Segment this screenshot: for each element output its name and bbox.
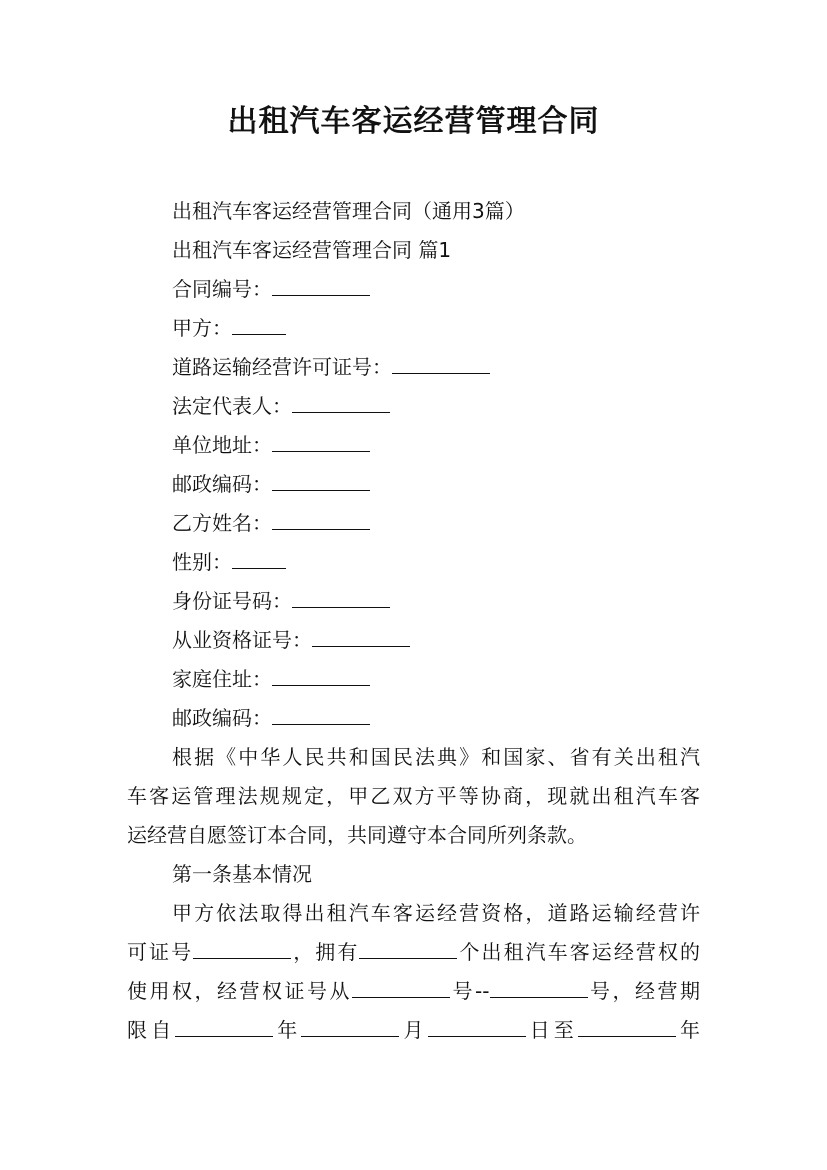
field-label: 邮政编码： [172, 472, 272, 496]
fill-blank [272, 433, 370, 452]
fill-blank [272, 511, 370, 530]
field-label: 性别： [172, 550, 232, 574]
field-qualification-number [172, 626, 410, 654]
fill-blank [272, 706, 370, 725]
field-label: 乙方姓名： [172, 511, 272, 535]
document-title: 出租汽车客运经营管理合同 [227, 104, 600, 139]
text-segment: 可证号 [127, 940, 194, 964]
text-segment: 年 [675, 1018, 701, 1042]
field-id-number [172, 587, 390, 615]
fill-blank [312, 628, 410, 647]
fill-blank [352, 979, 450, 998]
article-paragraph-line [127, 977, 700, 1005]
field-label: 法定代表人： [172, 394, 292, 418]
fill-blank [272, 472, 370, 491]
field-label: 甲方： [172, 316, 232, 340]
field-home-address [172, 665, 370, 693]
fill-blank [232, 316, 286, 335]
fill-blank [272, 277, 370, 296]
fill-blank [301, 1018, 399, 1037]
article-paragraph-line [127, 938, 700, 966]
text-segment: 月 [399, 1018, 428, 1042]
field-party-b-name [172, 509, 370, 537]
field-gender [172, 548, 286, 576]
fill-blank [490, 979, 588, 998]
intro-paragraph-line: 根据《中华人民共和国民法典》和国家、省有关出租汽 [172, 745, 700, 769]
field-postal-code-a [172, 470, 370, 498]
article-heading: 第一条基本情况 [172, 862, 312, 886]
field-label: 邮政编码： [172, 706, 272, 730]
text-segment: 号-- [450, 979, 490, 1003]
fill-blank [272, 667, 370, 686]
field-label: 家庭住址： [172, 667, 272, 691]
text-segment: 限自 [127, 1018, 176, 1042]
text-segment: 号，经营期 [587, 979, 701, 1003]
document-subtitle: 出租汽车客运经营管理合同（通用3篇） [172, 199, 525, 223]
fill-blank [578, 1018, 676, 1037]
text-segment: 使用权，经营权证号从 [127, 979, 353, 1003]
intro-paragraph-line: 运经营自愿签订本合同，共同遵守本合同所列条款。 [127, 823, 587, 847]
fill-blank [232, 550, 286, 569]
text-segment: ，拥有 [291, 940, 360, 964]
fill-blank [193, 940, 291, 959]
section-heading: 出租汽车客运经营管理合同 篇1 [172, 238, 452, 262]
field-postal-code-b [172, 704, 370, 732]
field-label: 道路运输经营许可证号： [172, 355, 392, 379]
field-label: 从业资格证号： [172, 628, 312, 652]
field-label: 单位地址： [172, 433, 272, 457]
text-segment: 个出租汽车客运经营权的 [457, 940, 701, 964]
field-label: 合同编号： [172, 277, 272, 301]
fill-blank [392, 355, 490, 374]
fill-blank [292, 589, 390, 608]
fill-blank [428, 1018, 526, 1037]
fill-blank [175, 1018, 273, 1037]
fill-blank [359, 940, 457, 959]
field-company-address [172, 431, 370, 459]
fill-blank [292, 394, 390, 413]
article-paragraph-line: 甲方依法取得出租汽车客运经营资格，道路运输经营许 [172, 901, 700, 925]
text-segment: 年 [273, 1018, 302, 1042]
field-contract-number [172, 275, 370, 303]
field-legal-representative [172, 392, 390, 420]
intro-paragraph-line: 车客运管理法规规定，甲乙双方平等协商，现就出租汽车客 [127, 784, 700, 808]
field-label: 身份证号码： [172, 589, 292, 613]
field-license-number [172, 353, 490, 381]
text-segment: 日至 [525, 1018, 578, 1042]
article-paragraph-line [127, 1016, 700, 1044]
field-party-a [172, 314, 286, 342]
